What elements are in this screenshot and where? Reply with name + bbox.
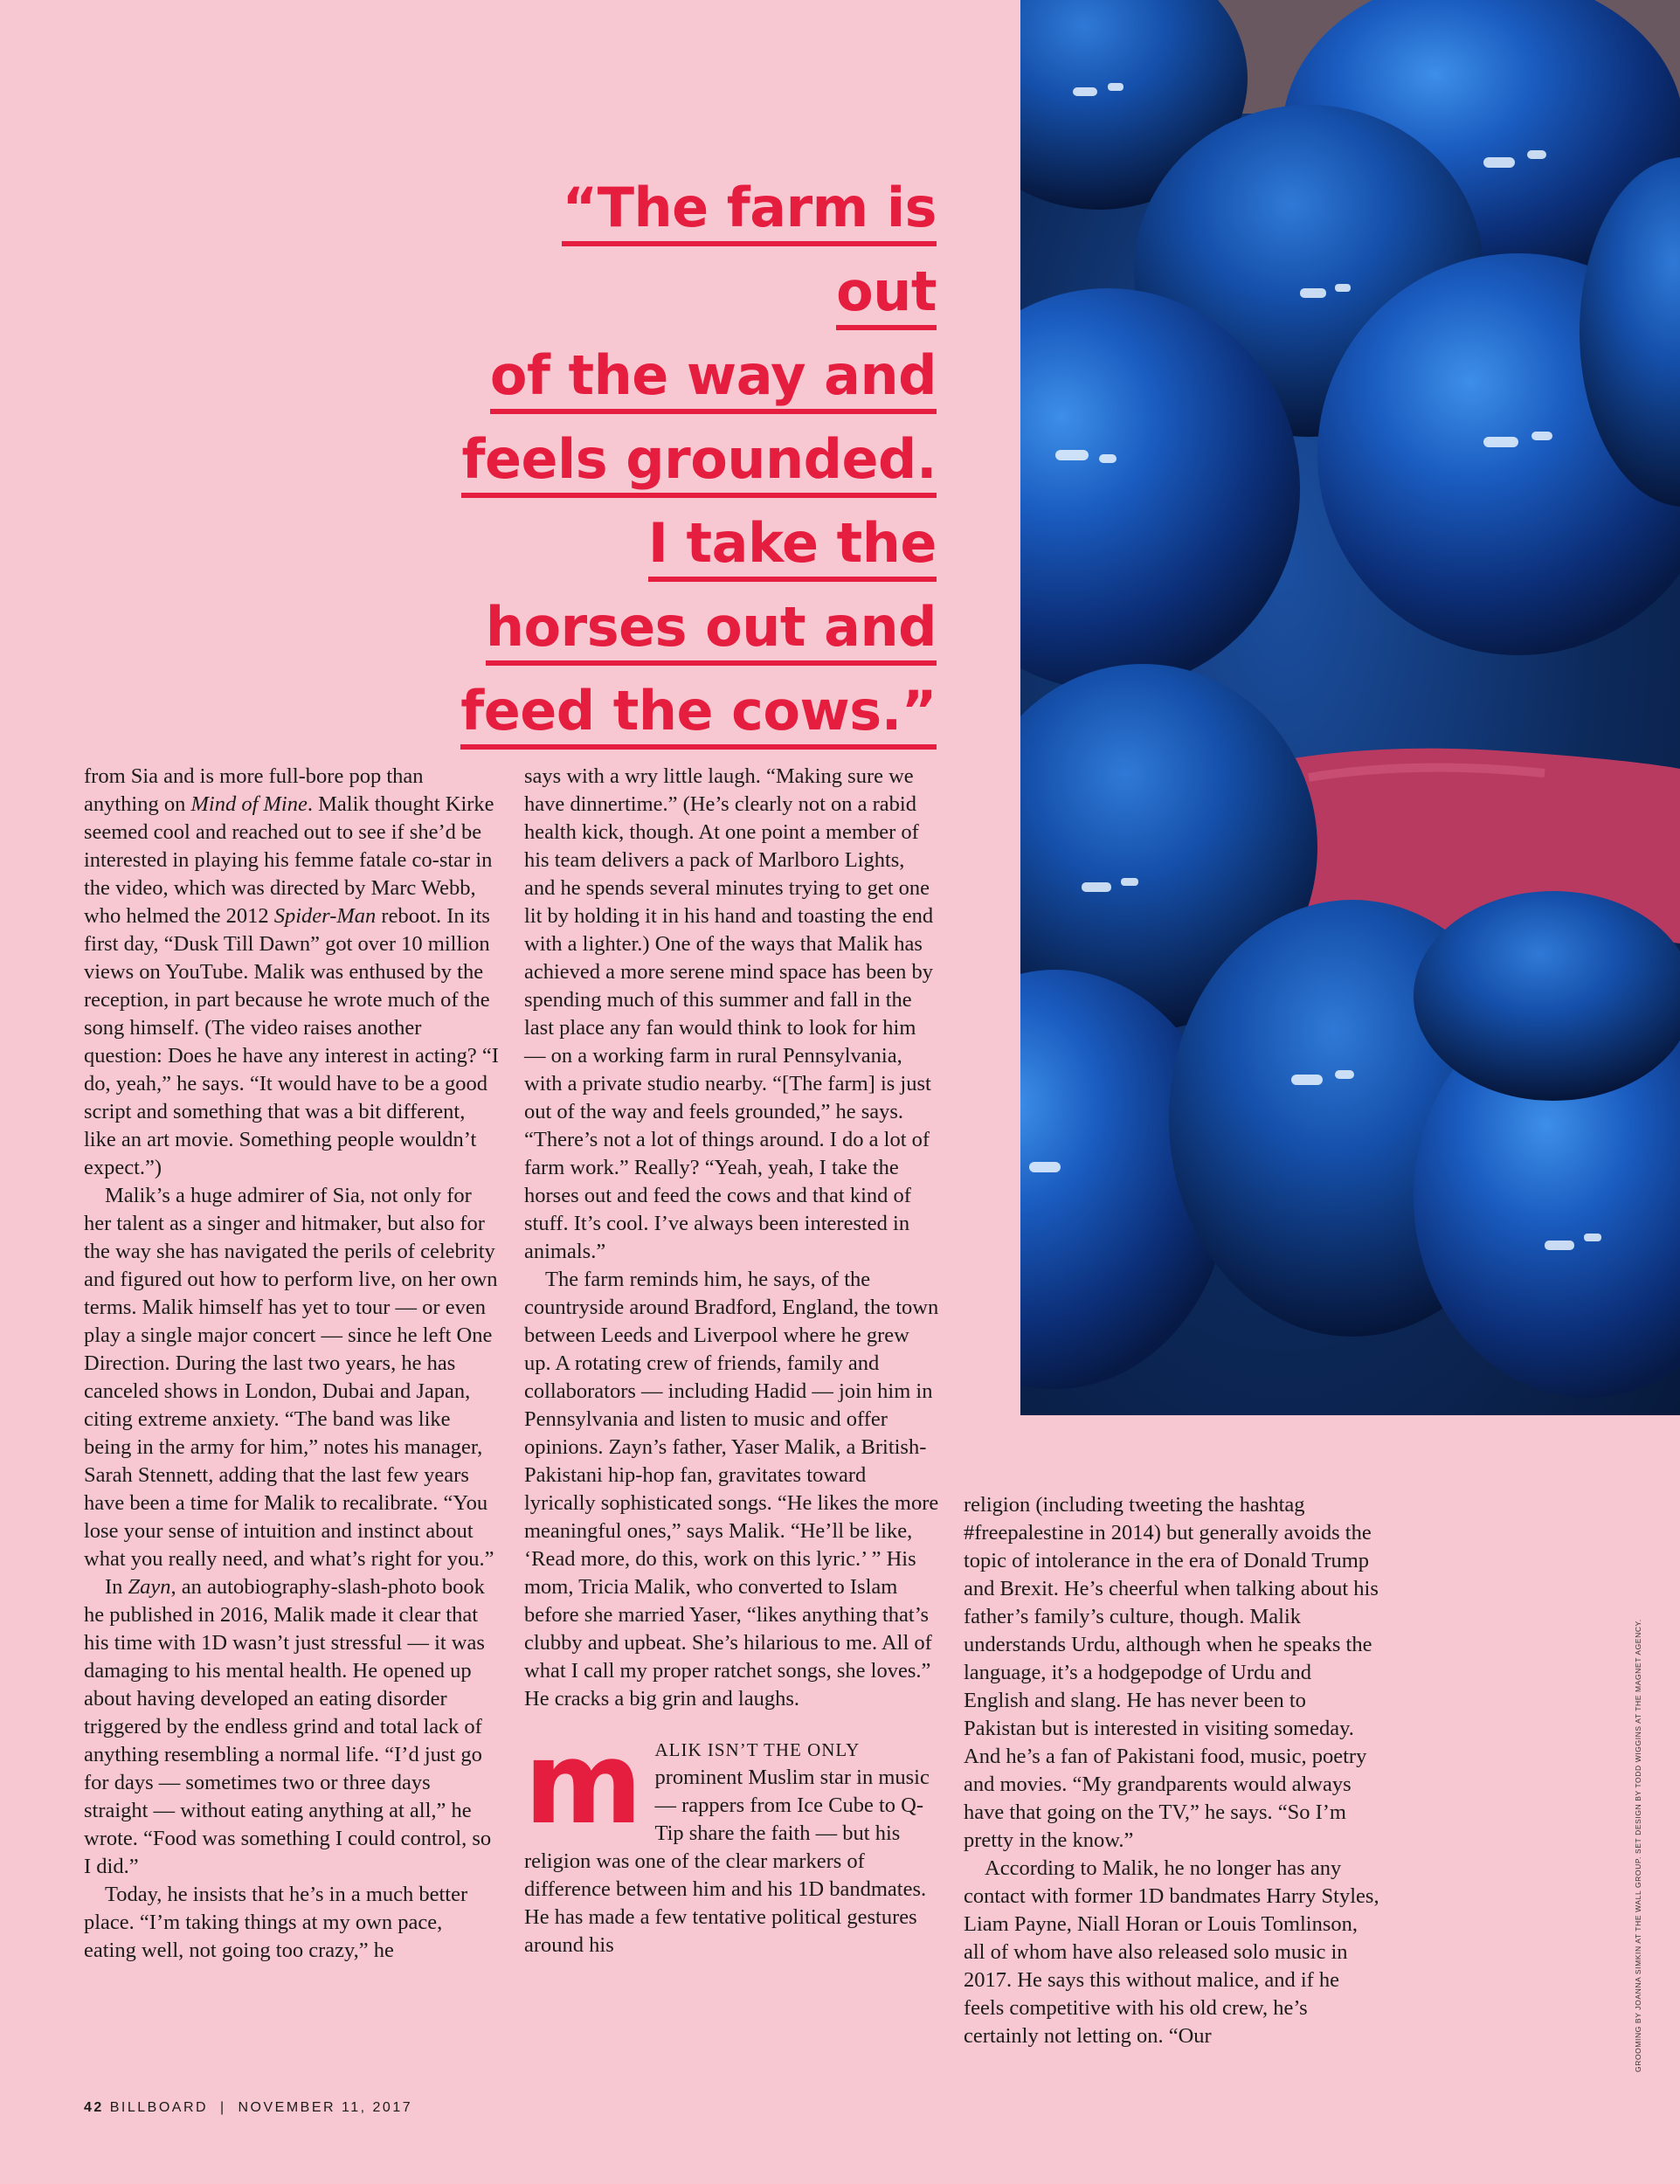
pull-quote-line: of the way and [490,343,937,414]
pull-quote [454,166,937,753]
page-number: 42 [84,2100,104,2115]
pull-quote-line: I take the [648,511,937,582]
footer-separator: | [219,2100,226,2115]
photo-credit: GROOMING BY JOANNA SIMKIN AT THE WALL GROUP. SET DESIGN BY TODD WIGGINS AT THE MAGNET AGENCY. [1634,1619,1642,2072]
paragraph: says with a wry little laugh. “Making sure we have dinnertime.” (He’s clearly not on a rabid health kick, though. At one point a member of his team delivers a pack of Marlboro Lights, and he spends several minutes trying to get one lit by holding it in his hand and toasting the end with a lighter.) One of the ways that Malik has achieved a more serene mind space has been by spending much of this summer and fall in the last place any fan would think to look for him — on a working farm in rural Pennsylvania, with a private studio nearby. “[The farm] is just out of the way and feels grounded,” he says. “There’s not a lot of things around. I do a lot of farm work.” Really? “Yeah, yeah, I take the horses out and feed the cows and that kind of stuff. It’s cool. I’ve always been interested in animals.” [524,764,934,1263]
article-column-3 [964,1491,1379,2050]
pull-quote-line: horses out and [486,595,937,666]
pull-quote-line: feels grounded. [461,427,937,498]
drop-cap: m [524,1717,643,1849]
paragraph: According to Malik, he no longer has any contact with former 1D bandmates Harry Styles, Liam Payne, Niall Horan or Louis Tomlinson, all of whom have also released solo music in 2017. He says this without malice, and if he feels competitive with his old crew, he’s certainly not letting on. “Our [964,1856,1379,2048]
article-column-2 [524,763,940,1959]
article-column-1 [84,763,500,1965]
paragraph: ALIK ISN’T THE ONLY prominent Muslim star in music — rappers from Ice Cube to Q-Tip share the faith — but his religion was one of the clear markers of difference between him and his 1D bandmates. He has made a few tentative political gestures around his [524,1739,930,1957]
pull-quote-line: “The farm is out [562,176,937,330]
page-footer [84,2100,412,2116]
paragraph: religion (including tweeting the hashtag #freepalestine in 2014) but generally avoids the topic of intolerance in the era of Donald Trump and Brexit. He’s cheerful when talking about his father’s family’s culture, though. Malik understands Urdu, although when he speaks the language, it’s a hodgepodge of Urdu and English and slang. He has never been to Pakistan but is interested in visiting someday. And he’s a fan of Pakistani food, music, poetry and movies. “My grandparents would always have that going on the TV,” he says. “So I’m pretty in the know.” [964,1493,1379,1852]
balloons-illustration [1020,0,1680,1415]
publication-name: BILLBOARD [109,2100,209,2115]
paragraph: The farm reminds him, he says, of the countryside around Bradford, England, the town between Leeds and Liverpool where he grew up. A rotating crew of friends, family and collaborators — including Hadid — join him in Pennsylvania and listen to music and offer opinions. Zayn’s father, Yaser Malik, a British-Pakistani hip-hop fan, gravitates toward lyrically sophisticated songs. “He likes the more meaningful ones,” says Malik. “He’ll be like, ‘Read more, do this, work on this lyric.’ ” His mom, Tricia Malik, who converted to Islam before she married Yaser, “likes anything that’s clubby and upbeat. She’s hilarious to me. All of what I call my proper ratchet songs, she loves.” He cracks a big grin and laughs. [524,1268,939,1711]
balloons-photo [1020,0,1680,1415]
paragraph: from Sia and is more full-bore pop than anything on Mind of Mine. Malik thought Kirke seemed cool and reached out to see if she’d be interested in playing his femme fatale co-star in the video, which was directed by Marc Webb, who helmed the 2012 Spider-Man reboot. In its first day, “Dusk Till Dawn” got over 10 million views on YouTube. Malik was enthused by the reception, in part because he wrote much of the song himself. (The video raises another question: Does he have any interest in acting? “I do, yeah,” he says. “It would have to be a good script and something that was a bit different, like an art movie. Something people wouldn’t expect.”) [84,764,499,1179]
section-opener [524,1717,940,1959]
paragraph: Today, he insists that he’s in a much better place. “I’m taking things at my own pace, eating well, not going too crazy,” he [84,1883,468,1962]
issue-date: NOVEMBER 11, 2017 [238,2100,413,2115]
pull-quote-line: feed the cows.” [460,679,937,750]
paragraph: In Zayn, an autobiography-slash-photo book he published in 2016, Malik made it clear that his time with 1D wasn’t just stressful — it was damaging to his mental health. He opened up about having developed an eating disorder triggered by the endless grind and total lack of anything resembling a normal life. “I’d just go for days — sometimes two or three days straight — without eating anything at all,” he wrote. “Food was something I could control, so I did.” [84,1575,492,1878]
paragraph: Malik’s a huge admirer of Sia, not only for her talent as a singer and hitmaker, but also for the way she has navigated the perils of celebrity and figured out how to perform live, on her own terms. Malik himself has yet to tour — or even play a single major concert — since he left One Direction. During the last two years, he has canceled shows in London, Dubai and Japan, citing extreme anxiety. “The band was like being in the army for him,” notes his manager, Sarah Stennett, adding that the last few years have been a time for Malik to recalibrate. “You lose your sense of intuition and instinct about what you really need, and what’s right for you.” [84,1184,498,1571]
